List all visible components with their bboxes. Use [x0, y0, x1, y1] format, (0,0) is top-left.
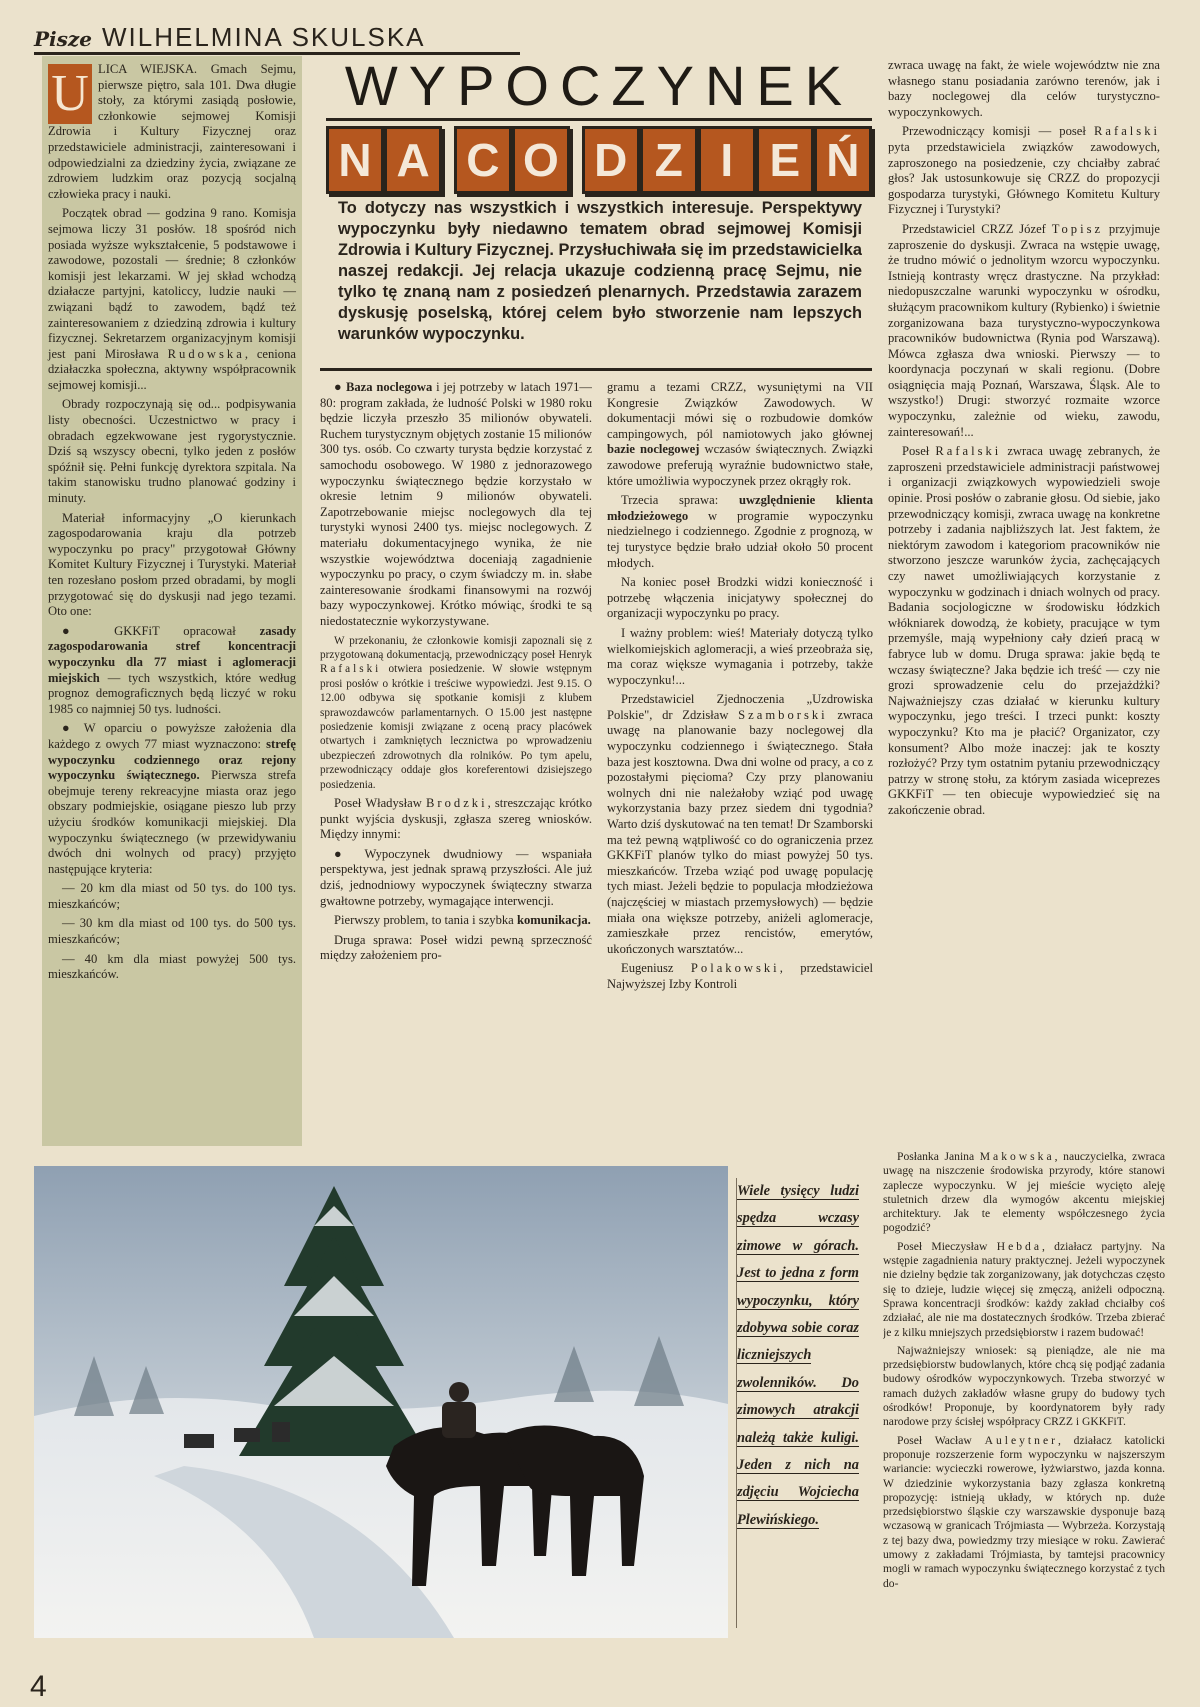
text: i jej potrzeby w latach 1971—80: program zakłada, że ludność Polski w 1980 roku będzie liczyła przeszło 35 milionów obywateli. Ruchem turystycznym objętych zostanie 15 milionów 300 tys. osób. Co czwarty turysta będzie korzystać z samochodu osobowego. W 1980 z jednorazowego wypoczynku świątecznego będzie korzystało w okresie letnim 9 milionów obywateli. Zapotrzebowanie miejsc noclegowych dla tej turystyki wynosi 2400 tys. miejsc noclegowych. Z materiału dokumentacyjnego wynika, że nie wszystkie województwa doceniają zagadnienie wypoczynku po pracy, o czym świadczy m. in. słabe zainteresowanie środkami finansowymi na rozwój bazy wypoczynkowej. Krótko mówiąc, środki te są niedostatecznie wykorzystywane.: [320, 380, 592, 628]
text: , ceniona działaczka społeczna, aktywny współpracownik sejmowej komisji...: [48, 346, 296, 392]
person-name: Brodzki: [426, 795, 488, 810]
headline-letter: E: [756, 126, 814, 194]
paragraph: LICA WIEJSKA. Gmach Sejmu, pierwsze piętro, sala 101. Dwa długie stoły, za którymi zasiądą posłowie, członkowie sejmowej Komisji Zdrowia i Kultury Fizycznej oraz przedstawiciele administracji, zainteresowani i odpowiedzialni za dziedziny życia, związane ze zdrowiem ludzkim oraz pozycją socjalną człowieka pracy i nauki.: [48, 62, 296, 201]
text: Pierwszy problem, to tania i szybka: [334, 913, 514, 928]
body-column-5: [883, 1150, 1165, 1690]
paragraph: Najważniejszy wniosek: są pieniądze, ale nie ma przedsiębiorstw budowlanych, które chcą się podjąć zadania budowy ośrodków wypoczynkowych. Trzeba stworzyć w ramach dużych zakładów własne grupy do budowy tych ośrodków! Proponuje, by koordynatorem były rady narodowe przy ścisłej współpracy CRZZ i GKKFiT.: [883, 1343, 1165, 1429]
person-name: Rafalski: [935, 444, 1002, 459]
paragraph: [48, 624, 296, 718]
paragraph: [883, 1150, 1165, 1236]
headline-gap: [570, 126, 582, 188]
person-name: Rafalski: [1094, 124, 1160, 139]
paragraph: [607, 493, 873, 571]
paragraph: [888, 124, 1160, 218]
text: Poseł: [902, 444, 930, 459]
headline-letter: C: [454, 126, 512, 194]
headline-letter: D: [582, 126, 640, 194]
paragraph: [320, 913, 592, 929]
paragraph: Obrady rozpoczynają się od... podpisywania listy obecności. Uczestnictwo w pracy i obradach egzekwowane jest rygorystycznie. Dziś są wszyscy obecni, tylko jeden z posłów spóźnił się. Pełni funkcję dyrektora szpitala. Na takim stanowisku trudno planować godziny i minuty.: [48, 397, 296, 506]
text: pyta przedstawiciela związków zawodowych, zaproszonego na posiedzenie, czy chciałby zabrać głos? Jak ustosunkowuje się CRZZ do propozycji gospodarza turystyki, Głównego Komitetu Kultury Fizycznej i Turystyki?: [888, 139, 1160, 217]
headline-letter: I: [698, 126, 756, 194]
paragraph: zwraca uwagę na fakt, że wiele województw nie zna własnego stanu posiadania zarówno terenów, jak i bazy noclegowej dla celów turystyczno-wypoczynkowych.: [888, 58, 1160, 119]
person-name: Hebda: [996, 1239, 1042, 1253]
text: Poseł Wacław: [897, 1433, 972, 1447]
text: otwiera posiedzenie. W słowie wstępnym prosi posłów o krótkie i treściwe wypowiedzi. Jest 9.15. O 12.00 odbywa się spotkanie komisji z klubem sprawozdawców parlamentarnych. O 15.00 jest następne posiedzenie komisji związane z oceną pracy placówek otwartych i zamkniętych lecznictwa po wprowadzeniu ubezpieczeń zdrowotnych dla rolników. Po tym apelu, przewodniczący oddaje głos koreferentowi dzisiejszego posiedzenia.: [320, 663, 592, 791]
page-number: 4: [30, 1670, 47, 1703]
headline-letter: O: [512, 126, 570, 194]
text: zwraca uwagę zebranych, że zaproszeni przedstawiciele administracji państwowej i organizacji związkowych wypowiedzieli swoje opinie. Prosi posłów o zabranie głosu. Od siebie, jako przewodniczący komisji, zwraca uwagę na konkretne potrzeby i zadania najbliższych lat. Jest faktem, że niektórym zawodom i kategoriom pracowników nie stworzono jeszcze warunków życia, zachęcających czy nawet umożliwiających korzystanie z wypoczynku w godzinach i dniach wolnych od pracy. Badania socjologiczne w środowisku łódzkich włókniarek dowodzą, że kobiety, pracujące w tym przemyśle, mają wypełniony cały dzień pracą w fabryce lub w domu. Druga sprawa: jakie będą te wczasy świąteczne? Jaka będzie ich treść — czy nie grozi sprowadzenie celu do przejażdżki? Najważniejszy czas działać w kierunku kultury wypoczynku, jego treści. I trzeci punkt: koszty wypoczynku? Kto ma je płacić? Organizator, czy konsument? Albo może inaczej: jak te koszty rozłożyć? Przy tym ostatnim pytaniu przewodniczący patrzy w stronę stołu, za którym zasiada wiceprezes GKKFiT — ten obiecuje wypowiedzieć się na zakończenie obrad.: [888, 444, 1160, 817]
paragraph: ● Wypoczynek dwudniowy — wspaniała perspektywa, jest jednak sprawą przyszłości. Ale już dziś, jednodniowy wypoczynek świąteczny stwarza gwałtowne potrzeby, wymagające interwencji.: [320, 846, 592, 908]
paragraph: Na koniec poseł Brodzki widzi konieczność i potrzebę włączenia inicjatywy społecznej do organizacji wypoczynku po pracy.: [607, 575, 873, 621]
text: ● W oparciu o powyższe założenia dla każdego z owych 77 miast wyznaczono:: [48, 721, 296, 751]
list-item: — 30 km dla miast od 100 tys. do 500 tys. mieszkańców;: [48, 916, 296, 947]
body-column-2: [320, 380, 592, 1142]
paragraph: [48, 721, 296, 877]
paragraph: [48, 206, 296, 393]
text: , streszczając krótko punkt wyjścia dyskusji, zgłasza szereg wniosków. Między innymi:: [320, 795, 592, 842]
lead-paragraph: To dotyczy nas wszystkich i wszystkich interesuje. Perspektywy wypoczynku były niedawno tematem obrad sejmowej Komisji Zdrowia i Kultury Fizycznej. Przysłuchiwała się im przedstawicielka naszej redakcji. Jej relacja ukazuje codzienną pracę Sejmu, nie tylko tę znaną nam z posiedzeń plenarnych. Przedstawia zarazem dyskusję poselską, której celem było stworzenie nam lepszych warunków wypoczynku.: [338, 199, 862, 343]
text: Eugeniusz: [621, 961, 674, 976]
bold-text: uwzględnienie klienta młodzieżowego: [607, 493, 873, 523]
author-name: WILHELMINA SKULSKA: [101, 22, 426, 52]
text: ● GKKFiT opracował: [62, 623, 236, 638]
body-column-4: [888, 58, 1160, 1142]
bold-text: komunikacja.: [516, 913, 591, 928]
text: Pierwsza strefa obejmuje tereny rekreacyjne miasta oraz jego obszary podmiejskie, osiągane pieszo lub przy użyciu środków komunikacji miejskiej. Dla wypoczynku świątecznego (w przewidywaniu dwóch dni wolnych od pracy) przyjęto następujące kryteria:: [48, 768, 296, 876]
text: Początek obrad — godzina 9 rano. Komisja sejmowa liczy 31 posłów. 18 spośród nich posiada wyższe wykształcenie, 5 podstawowe i zawodowe, pozostali — średnie; 8 członków komisji jest lekarzami. W jej skład wchodzą działacze partyjni, katoliccy, ludzie nauki — związani bądź to zawodem, bądź też zainteresowaniem z dziedziną zdrowia i kultury fizycznej. Sekretarzem organizacyjnym komisji jest pani Mirosława: [48, 206, 296, 361]
text: W przekonaniu, że członkowie komisji zapoznali się z przygotowaną dokumentacją, przewodniczący poseł Henryk: [320, 634, 592, 661]
divider: [320, 368, 872, 371]
list-item: — 20 km dla miast od 50 tys. do 100 tys. mieszkańców;: [48, 881, 296, 911]
headline-gap: [442, 126, 454, 188]
text: , działacz partyjny. Na wstępie zagadnienia natury praktycznej. Jeżeli wypoczynek nie dzielny będzie tak zorganizowany, jak dotychczas często się to dzieje, ludzie więcej się zmęczą, aniżeli odpoczną. Sprawa koncentracji środków: każdy zakład chciałby coś zdziałać, ale nie ma dostatecznych środków. Trzeba zbierać je z kilku mniejszych przedsiębiorstw i razem budować!: [883, 1239, 1165, 1339]
person-name: Polakowski: [690, 961, 780, 976]
headline-letter: Ń: [814, 126, 872, 194]
person-name: Topisz: [1051, 221, 1104, 236]
text: — tych wszystkich, które według prognoz demograficznych będą liczyć w roku 1985 co najmniej 50 tys. ludności.: [48, 670, 296, 716]
photo-caption: [736, 1178, 859, 1628]
intro-column: [42, 56, 302, 1146]
paragraph: I ważny problem: wieś! Materiały dotyczą tylko wielkomiejskich aglomeracji, a wieś przeobraża się, ma coraz większe wymagania i potrzeby, także wypoczynku!...: [607, 625, 873, 687]
text: Przedstawiciel CRZZ Józef: [902, 221, 1046, 236]
text: w programie wypoczynku niedzielnego i codziennego. Zgodnie z prognozą, w tej turystyce będzie brało udział około 50 procent młodych.: [607, 508, 873, 570]
headline-letter: A: [384, 126, 442, 194]
text: Przedstawiciel Zjednoczenia „Uzdrowiska Polskie", dr Zdzisław: [607, 692, 873, 722]
text: Posłanka Janina: [897, 1150, 975, 1163]
paragraph: [883, 1434, 1165, 1591]
bold-text: strefę wypoczynku codziennego oraz rejony wypoczynku świątecznego.: [48, 736, 296, 783]
headline-letter: N: [326, 126, 384, 194]
byline-pisze: Pisze: [34, 27, 92, 51]
text: Przewodniczący komisji — poseł: [902, 124, 1086, 139]
dropcap: U: [48, 64, 92, 124]
text: , przedstawiciel Najwyższej Izby Kontroli: [607, 961, 873, 991]
paragraph: [607, 380, 873, 489]
paragraph: [607, 692, 873, 957]
paragraph: [320, 796, 592, 843]
text: Trzecia sprawa:: [621, 493, 719, 508]
headline-top: WYPOCZYNEK: [326, 54, 872, 121]
person-name: Rudowska: [167, 346, 245, 361]
person-name: Auleytner: [984, 1433, 1058, 1447]
paragraph: [320, 634, 592, 792]
text: przyjmuje zaproszenie do dyskusji. Zwraca na wstępie uwagę, że trudno mówić o jednolitym wzorcu wypoczynku. Istnieją kontrasty wręcz drastyczne. Na przykład: niedopuszczalne warunki wypoczynku w ośrodku, służącym pracownikom kultury (Rybienko) i świetnie zorganizowana baza turystyczno-wypoczynkowa pracowników budownictwa (Rynia pod Warszawą). Mówca zgłasza dwa wnioski. Pierwszy — to koordynacja poczynań w skali regionu. (Dobre osiągnięcia mają Poznań, Warszawa, Śląsk. Ale to wszystko!) Drugi: stworzyć rozmaite wzorce wypoczynku, zależnie od wieku, zawodu, zainteresowań!...: [888, 221, 1160, 439]
body-column-3: [607, 380, 873, 1142]
paragraph: Druga sprawa: Poseł widzi pewną sprzeczność między założeniem pro-: [320, 932, 592, 963]
person-name: Szamborski: [738, 707, 828, 722]
paragraph: [320, 380, 592, 630]
byline: [34, 20, 520, 55]
text: Poseł Mieczysław: [897, 1239, 988, 1253]
paragraph: [888, 444, 1160, 818]
paragraph: [888, 222, 1160, 440]
bold-text: bazie noclegowej: [607, 442, 700, 457]
paragraph: [607, 961, 873, 992]
headline-bottom: [326, 126, 872, 198]
text: Poseł Władysław: [334, 795, 422, 810]
text: gramu a tezami CRZZ, wysuniętymi na VII Kongresie Związków Zawodowych. W dokumentacji mówi się o rozbudowie domków campingowych, pól namiotowych jako głównej: [607, 380, 873, 441]
headline-letter: Z: [640, 126, 698, 194]
list-item: — 40 km dla miast powyżej 500 tys. mieszkańców.: [48, 951, 296, 982]
paragraph: [883, 1240, 1165, 1340]
paragraph: Materiał informacyjny „O kierunkach zagospodarowania kraju dla potrzeb wypoczynku po pracy" przygotował Główny Komitet Kultury Fizycznej i Turystyki. Materiał ten rozesłano posłom przed obradami, by mogli przygotować się do dyskusji nad jego tezami. Oto one:: [48, 510, 296, 619]
bold-text: zasady zagospodarowania stref koncentracji wypoczynku dla 77 miast i aglomeracji miejskich: [48, 623, 296, 685]
text: zwraca uwagę na planowanie bazy noclegowej dla wypoczynku codziennego i świątecznego. Stała baza jest kosztowna. Dwa dni wolne od pracy, a co z pozostałymi pięcioma? Czy przy planowaniu wolnych dni nie należałoby wziąć pod uwagę wykorzystania bazy przez siedem dni tygodnia? Warto dziś dyskutować na ten temat! Dr Szamborski ma też pewną wątpliwość co do ograniczenia przez GKKFiT planów tylko do miast powyżej 50 tys. mieszkańców. Trzeba wziąć pod uwagę populację tych miast. Jeżeli będzie to populacja młodzieżowa (najczęściej w miastach przemysłowych) — będzie miała ona większe potrzeby, aniżeli aglomeracje, zamieszkałe przez rencistów, emerytów, ukończonych warsztatów...: [607, 707, 873, 956]
text: wczasów świątecznych. Związki zawodowe preferują wyraźnie budownictwo stałe, które umożliwia wypoczynek przez okrągły rok.: [607, 442, 873, 488]
caption-text: Wiele tysięcy ludzi spędza wczasy zimowe w górach. Jest to jedna z form wypoczynku, który zdobywa sobie coraz liczniejszych zwolenników. Do zimowych atrakcji należą także kuligi. Jeden z nich na zdjęciu Wojciecha Plewińskiego.: [737, 1183, 859, 1528]
bold-text: ● Baza noclegowa: [334, 380, 433, 394]
person-name: Makowska: [979, 1150, 1055, 1163]
person-name: Rafalski: [320, 663, 382, 676]
winter-sleigh-photo: [34, 1166, 728, 1638]
text: , nauczycielka, zwraca uwagę na niszczenie środowiska przyrody, które stanowi zaplecze wypoczynku. W jej mieście wycięto aleję stuletnich drzew dla wymogów akcentu miejskiej architektury. Jak te elementy współczesnego życia pogodzić?: [883, 1150, 1165, 1235]
text: , działacz katolicki proponuje rozszerzenie form wypoczynku w najszerszym wariancie: wycieczki rowerowe, łyżwiarstwo, jazda konna. W dziedzinie wykorzystania bazy zgłasza konkretną propozycję: istnieją układy, w których np. duże przedsiębiorstwo śląskie czy warszawskie dysponuje bazą wczasową w granicach Trójmiasta — Wybrzeża. Korzystają z tej bazy dwa, powiedzmy trzy miesiące w roku. Zawierać umowy z zakładami Trójmiasta, by tamtejsi pracownicy mogli w ramach wypoczynku świątecznego korzystać z tych do-: [883, 1433, 1165, 1590]
